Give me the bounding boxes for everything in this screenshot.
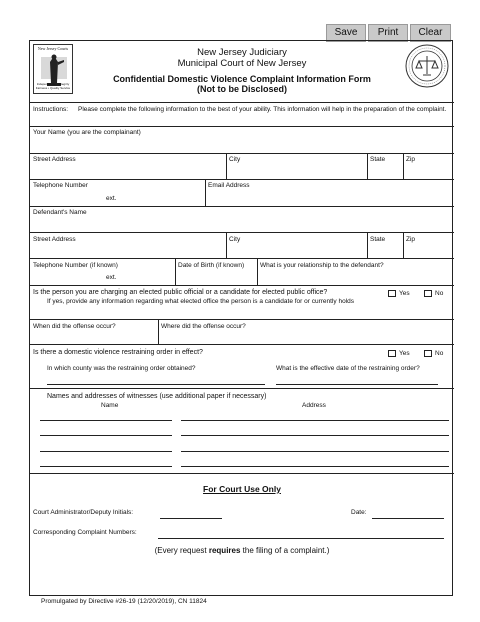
divider (30, 179, 454, 180)
complainant-state-field[interactable] (370, 166, 400, 176)
witness-name-field[interactable] (40, 456, 172, 466)
defendant-state-label: State (370, 236, 386, 243)
witness-name-header: Name (101, 402, 119, 409)
complainant-name-field[interactable] (33, 139, 451, 149)
defendant-phone-field[interactable] (33, 272, 103, 282)
restraining-date-field[interactable] (276, 374, 438, 384)
header-judiciary: New Jersey Judiciary (197, 47, 287, 58)
divider (403, 153, 404, 179)
court-admin-field[interactable] (160, 508, 222, 518)
offense-where-field[interactable] (161, 333, 451, 343)
witness-address-field[interactable] (181, 456, 449, 466)
official-question: Is the person you are charging an elected public official or a candidate for elected public office? (33, 289, 328, 296)
witness-line (40, 466, 172, 467)
complainant-email-label: Email Address (208, 182, 250, 189)
court-admin-underline (160, 518, 222, 519)
divider (30, 319, 454, 320)
divider (205, 179, 206, 206)
restraining-no-checkbox[interactable] (424, 350, 432, 357)
offense-where-label: Where did the offense occur? (161, 323, 246, 330)
note-suffix: the filing of a complaint.) (240, 546, 330, 555)
witness-line (181, 466, 449, 467)
complainant-zip-field[interactable] (406, 166, 451, 176)
official-detail-field[interactable] (33, 307, 451, 317)
offense-when-field[interactable] (33, 333, 155, 343)
complaint-numbers-underline (158, 538, 444, 539)
form-subtitle: (Not to be Disclosed) (196, 84, 287, 94)
complainant-phone-label: Telephone Number (33, 182, 88, 189)
divider (367, 153, 368, 179)
clear-button[interactable]: Clear (410, 24, 451, 42)
divider (158, 319, 159, 344)
restraining-yes-label: Yes (399, 350, 410, 357)
court-admin-label: Court Administrator/Deputy Initials: (33, 509, 134, 516)
logo-tagline: Independence • Integrity Fairness • Quality Service (35, 82, 71, 90)
divider (30, 206, 454, 207)
court-date-field[interactable] (372, 508, 444, 518)
divider (403, 232, 404, 258)
divider (30, 285, 454, 286)
instructions-text: Please complete the following information to the best of your ability. This information will help in the preparation of the complaint. (78, 106, 447, 113)
defendant-name-field[interactable] (33, 219, 451, 229)
defendant-name-label: Defendant's Name (33, 209, 87, 216)
defendant-phone-label: Telephone Number (if known) (33, 262, 118, 269)
complainant-street-field[interactable] (33, 166, 223, 176)
witness-address-field[interactable] (181, 410, 449, 420)
witness-address-field[interactable] (181, 441, 449, 451)
defendant-ext-field[interactable] (122, 272, 172, 282)
divider (30, 388, 454, 389)
divider (30, 102, 454, 103)
note-emphasis: requires (208, 546, 241, 555)
witness-name-field[interactable] (40, 410, 172, 420)
header-court: Municipal Court of New Jersey (177, 58, 307, 69)
restraining-yes-checkbox[interactable] (388, 350, 396, 357)
complainant-zip-label: Zip (406, 156, 416, 163)
official-no-checkbox[interactable] (424, 290, 432, 297)
complainant-email-field[interactable] (208, 192, 451, 202)
print-button[interactable]: Print (368, 24, 408, 42)
witness-name-field[interactable] (40, 441, 172, 451)
witness-line (40, 451, 172, 452)
defendant-dob-label: Date of Birth (if known) (178, 262, 245, 269)
restraining-question: Is there a domestic violence restraining order in effect? (33, 349, 203, 356)
official-no-label: No (435, 290, 444, 297)
restraining-county-label: In which county was the restraining order obtained? (47, 365, 196, 372)
complainant-street-label: Street Address (33, 156, 76, 163)
court-date-underline (372, 518, 444, 519)
restraining-county-underline (47, 384, 265, 385)
restraining-date-label: What is the effective date of the restraining order? (276, 365, 420, 372)
logo-name: New Jersey Courts (37, 46, 69, 51)
divider (30, 473, 454, 474)
divider (257, 258, 258, 285)
relationship-field[interactable] (260, 272, 451, 282)
court-use-note (30, 546, 454, 555)
instructions-label: Instructions: (33, 106, 69, 113)
official-yes-label: Yes (399, 290, 410, 297)
complaint-form (29, 40, 453, 596)
footer-directive: Promulgated by Directive #26-19 (12/20/2019), CN 11824 (41, 598, 207, 605)
complainant-city-label: City (229, 156, 241, 163)
defendant-city-label: City (229, 236, 241, 243)
defendant-zip-field[interactable] (406, 246, 451, 256)
divider (30, 126, 454, 127)
divider (175, 258, 176, 285)
court-date-label: Date: (351, 509, 367, 516)
witness-line (181, 435, 449, 436)
complainant-ext-label: ext. (106, 195, 117, 202)
witness-address-field[interactable] (181, 425, 449, 435)
witnesses-label: Names and addresses of witnesses (use additional paper if necessary) (47, 393, 267, 400)
complainant-state-label: State (370, 156, 386, 163)
form-title: Confidential Domestic Violence Complaint Information Form (113, 74, 371, 84)
divider (30, 232, 454, 233)
divider (30, 153, 454, 154)
complainant-phone-field[interactable] (33, 192, 103, 202)
complainant-ext-field[interactable] (122, 192, 202, 202)
witness-address-header: Address (302, 402, 326, 409)
defendant-street-field[interactable] (33, 246, 223, 256)
defendant-ext-label: ext. (106, 274, 117, 281)
divider (30, 258, 454, 259)
witness-name-field[interactable] (40, 425, 172, 435)
witness-line (181, 420, 449, 421)
divider (226, 153, 227, 179)
divider (30, 344, 454, 345)
restraining-county-field[interactable] (47, 374, 265, 384)
court-use-title: For Court Use Only (203, 484, 281, 494)
divider (367, 232, 368, 258)
restraining-no-label: No (435, 350, 444, 357)
offense-when-label: When did the offense occur? (33, 323, 116, 330)
official-detail-label: If yes, provide any information regarding what elected office the person is a candidate for or currently holds (47, 298, 354, 305)
witness-line (40, 420, 172, 421)
complaint-numbers-field[interactable] (158, 528, 444, 538)
witness-line (181, 451, 449, 452)
defendant-city-field[interactable] (229, 246, 364, 256)
defendant-state-field[interactable] (370, 246, 400, 256)
restraining-date-underline (276, 384, 438, 385)
defendant-zip-label: Zip (406, 236, 416, 243)
note-prefix: (Every request (154, 546, 209, 555)
official-yes-checkbox[interactable] (388, 290, 396, 297)
defendant-street-label: Street Address (33, 236, 76, 243)
witness-line (40, 435, 172, 436)
divider (226, 232, 227, 258)
complainant-city-field[interactable] (229, 166, 364, 176)
complainant-name-label: Your Name (you are the complainant) (33, 129, 141, 136)
complaint-numbers-label: Corresponding Complaint Numbers: (33, 529, 137, 536)
defendant-dob-field[interactable] (178, 272, 254, 282)
relationship-label: What is your relationship to the defendant? (260, 262, 384, 269)
save-button[interactable]: Save (326, 24, 366, 42)
